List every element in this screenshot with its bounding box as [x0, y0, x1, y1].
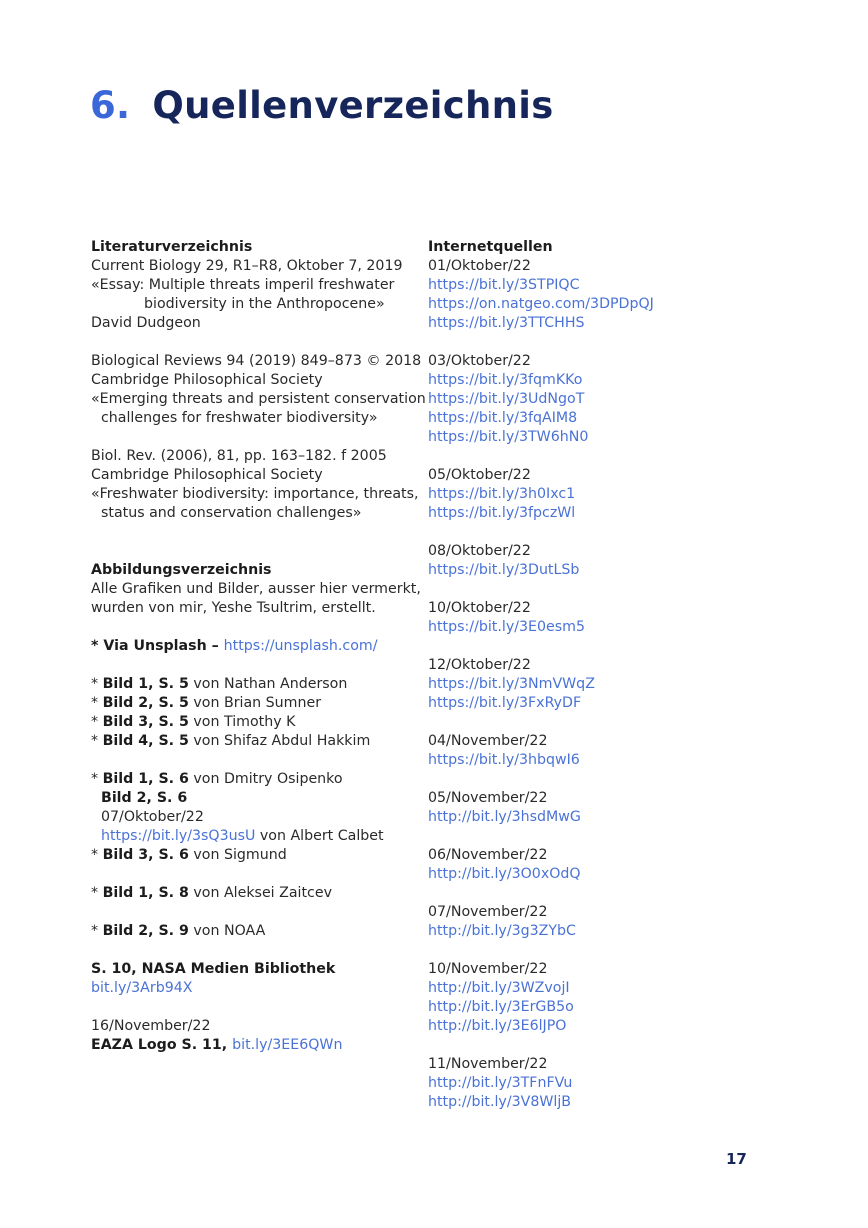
eaza-credit-date: 16/November/22: [91, 1018, 211, 1034]
entry-line: Biological Reviews 94 (2019) 849–873 © 2018: [91, 353, 422, 369]
source-link[interactable]: https://bit.ly/3TTCHHS: [428, 315, 585, 331]
source-link[interactable]: http://bit.ly/3E6lJPO: [428, 1018, 567, 1034]
source-link[interactable]: http://bit.ly/3WZvojI: [428, 980, 570, 996]
source-date: 11/November/22: [428, 1056, 548, 1072]
source-link[interactable]: https://on.natgeo.com/3DPDpQJ: [428, 296, 654, 312]
source-link[interactable]: https://bit.ly/3h0Ixc1: [428, 486, 576, 502]
image-credit: * Bild 1, S. 6 von Dmitry Osipenko: [91, 771, 343, 787]
source-date: 04/November/22: [428, 733, 548, 749]
eaza-credit-link[interactable]: bit.ly/3EE6QWn: [232, 1037, 343, 1053]
literatur-entry-1: [91, 257, 411, 333]
literatur-entry-2: [91, 352, 426, 428]
source-link[interactable]: https://bit.ly/3TW6hN0: [428, 429, 589, 445]
source-date: 07/November/22: [428, 904, 548, 920]
image-credit: https://bit.ly/3sQ3usU von Albert Calbet: [101, 828, 384, 844]
source-date: 01/Oktober/22: [428, 258, 531, 274]
source-date: 06/November/22: [428, 847, 548, 863]
section-number: 6.: [90, 84, 131, 127]
abbildungen-intro: Alle Grafiken und Bilder, ausser hier vermerkt,: [91, 581, 421, 597]
literatur-entry-3: [91, 447, 419, 523]
section-title: Quellenverzeichnis: [152, 84, 554, 127]
image-credit-label: Bild 2, S. 6: [101, 790, 188, 806]
image-credit: * Bild 3, S. 5 von Timothy K: [91, 714, 296, 730]
source-date: 10/Oktober/22: [428, 600, 531, 616]
image-credit: * Bild 1, S. 5 von Nathan Anderson: [91, 676, 348, 692]
image-credit-link[interactable]: https://bit.ly/3sQ3usU: [101, 828, 256, 844]
abbildungen-heading: Abbildungsverzeichnis: [91, 562, 272, 578]
entry-line: «Essay: Multiple threats imperil freshwater: [91, 277, 395, 293]
image-credit: * Bild 4, S. 5 von Shifaz Abdul Hakkim: [91, 733, 371, 749]
source-date: 05/November/22: [428, 790, 548, 806]
internet-heading: Internetquellen: [428, 239, 553, 255]
source-link[interactable]: https://bit.ly/3hbqwI6: [428, 752, 580, 768]
entry-line: biodiversity in the Anthropocene»: [144, 296, 385, 312]
unsplash-credit: [91, 637, 411, 656]
entry-line: status and conservation challenges»: [101, 505, 362, 521]
source-link[interactable]: http://bit.ly/3ErGB5o: [428, 999, 574, 1015]
page-number: 17: [726, 1150, 747, 1168]
image-credits-page-5: [91, 675, 411, 751]
image-credits-page-6: [91, 770, 411, 865]
entry-line: Cambridge Philosophical Society: [91, 372, 323, 388]
eaza-credit: EAZA Logo S. 11, bit.ly/3EE6QWn: [91, 1037, 343, 1053]
source-link[interactable]: http://bit.ly/3hsdMwG: [428, 809, 581, 825]
source-date: 05/Oktober/22: [428, 467, 531, 483]
source-link[interactable]: http://bit.ly/3V8WljB: [428, 1094, 572, 1110]
nasa-credit-label: S. 10, NASA Medien Bibliothek: [91, 961, 336, 977]
source-link[interactable]: https://bit.ly/3FxRyDF: [428, 695, 582, 711]
entry-line: «Freshwater biodiversity: importance, threats,: [91, 486, 419, 502]
right-column: [428, 238, 728, 1112]
entry-line: Biol. Rev. (2006), 81, pp. 163–182. f 2005: [91, 448, 387, 464]
source-date: 03/Oktober/22: [428, 353, 531, 369]
source-link[interactable]: https://bit.ly/3DutLSb: [428, 562, 580, 578]
source-link[interactable]: https://bit.ly/3STPIQC: [428, 277, 580, 293]
source-link[interactable]: http://bit.ly/3O0xOdQ: [428, 866, 581, 882]
image-credit: * Bild 2, S. 9 von NOAA: [91, 923, 266, 939]
source-link[interactable]: http://bit.ly/3TFnFVu: [428, 1075, 573, 1091]
left-column: [91, 238, 426, 1055]
abbildungen-intro: wurden von mir, Yeshe Tsultrim, erstellt.: [91, 600, 376, 616]
unsplash-label: * Via Unsplash –: [91, 638, 224, 654]
source-link[interactable]: https://bit.ly/3fqmKKo: [428, 372, 583, 388]
entry-line: challenges for freshwater biodiversity»: [101, 410, 378, 426]
source-link[interactable]: https://bit.ly/3E0esm5: [428, 619, 585, 635]
source-link[interactable]: https://bit.ly/3NmVWqZ: [428, 676, 595, 692]
source-link[interactable]: http://bit.ly/3g3ZYbC: [428, 923, 576, 939]
unsplash-link[interactable]: https://unsplash.com/: [223, 638, 378, 654]
image-credit: * Bild 3, S. 6 von Sigmund: [91, 847, 287, 863]
entry-line: Cambridge Philosophical Society: [91, 467, 323, 483]
page-title: [90, 84, 554, 127]
source-link[interactable]: https://bit.ly/3UdNgoT: [428, 391, 585, 407]
literatur-heading: Literaturverzeichnis: [91, 239, 253, 255]
entry-line: «Emerging threats and persistent conservation: [91, 391, 426, 407]
nasa-credit-link[interactable]: bit.ly/3Arb94X: [91, 980, 193, 996]
entry-line: Current Biology 29, R1–R8, Oktober 7, 2019: [91, 258, 403, 274]
source-link[interactable]: https://bit.ly/3fqAIM8: [428, 410, 578, 426]
image-credit-date: 07/Oktober/22: [101, 809, 204, 825]
image-credit: * Bild 2, S. 5 von Brian Sumner: [91, 695, 322, 711]
source-date: 12/Oktober/22: [428, 657, 531, 673]
entry-line: David Dudgeon: [91, 315, 201, 331]
source-link[interactable]: https://bit.ly/3fpczWl: [428, 505, 576, 521]
source-date: 08/Oktober/22: [428, 543, 531, 559]
source-date: 10/November/22: [428, 961, 548, 977]
internet-sources-list: [428, 257, 728, 1112]
image-credit: * Bild 1, S. 8 von Aleksei Zaitcev: [91, 885, 332, 901]
